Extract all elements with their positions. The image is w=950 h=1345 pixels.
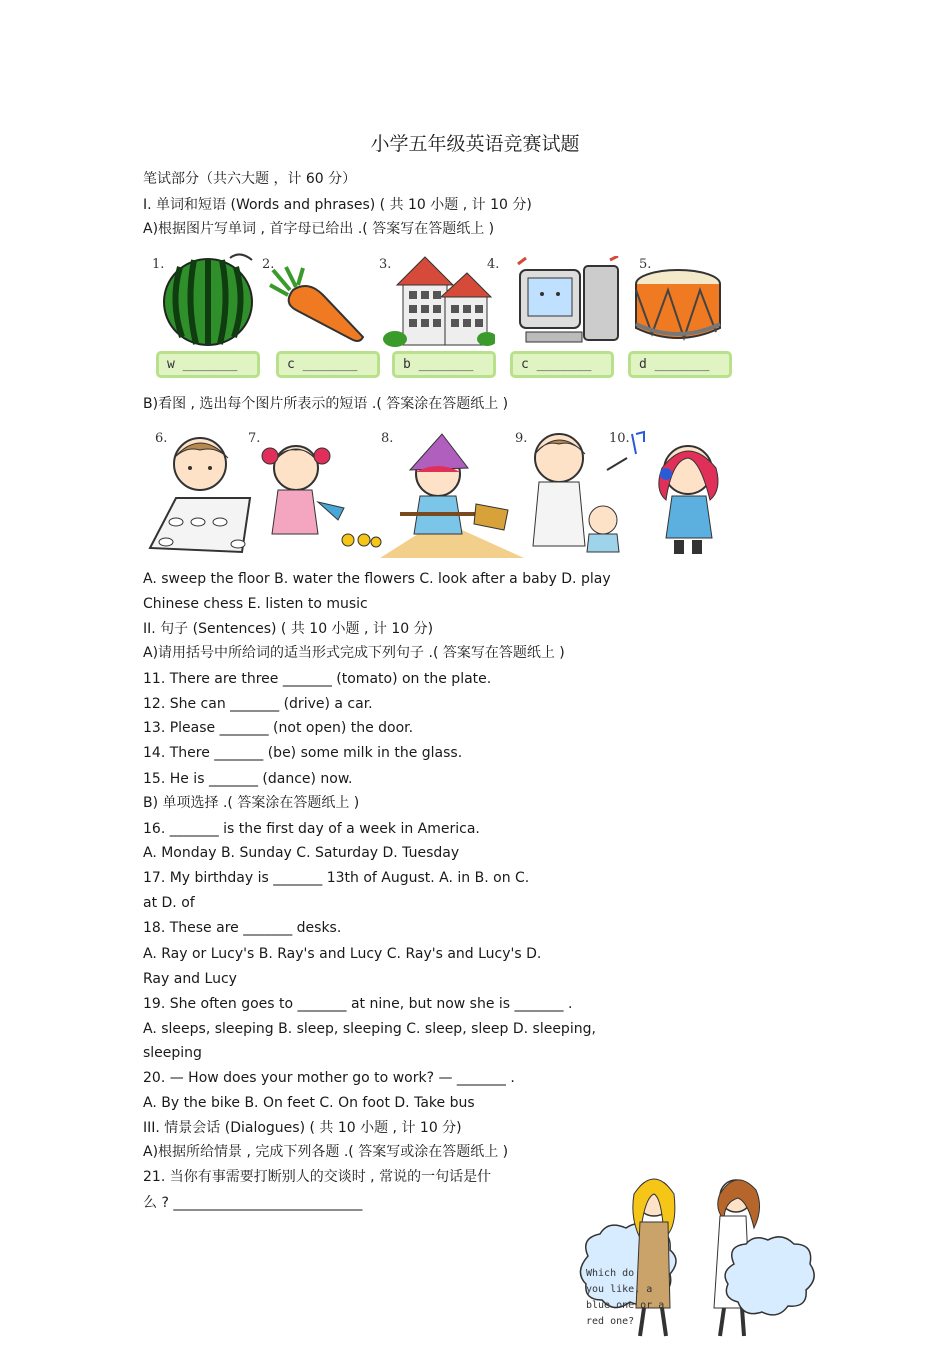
picture-number-2: 2. xyxy=(262,257,275,272)
word-answer-box-2: c _______ xyxy=(276,351,380,378)
part-b-instruction: B)看图 , 选出每个图片所表示的短语 .( 答案涂在答题纸上 ) xyxy=(143,396,509,412)
written-part-heading: 笔试部分（共六大题 ，计 60 分） xyxy=(143,171,357,187)
picture-number-8: 8. xyxy=(381,431,394,446)
picture-number-3: 3. xyxy=(379,257,392,272)
question-20-options: A. By the bike B. On feet C. On foot D. Take bus xyxy=(143,1095,475,1111)
question-19: 19. She often goes to _______ at nine, but now she is _______ . xyxy=(143,996,573,1012)
question-17-options: at D. of xyxy=(143,895,195,911)
question-19-options-line-1: A. sleeps, sleeping B. sleep, sleeping C. sleep, sleep D. sleeping, xyxy=(143,1021,596,1037)
drum-image xyxy=(632,266,726,346)
picture-number-9: 9. xyxy=(515,431,528,446)
word-answer-box-1: w _______ xyxy=(156,351,260,378)
picture-number-4: 4. xyxy=(487,257,500,272)
section-1-heading: I. 单词和短语 (Words and phrases) ( 共 10 小题 , 计 10 分) xyxy=(143,197,532,213)
speech-bubble-text: Which do you like, a blue one or a red one? xyxy=(586,1268,665,1327)
question-18-options-line-1: A. Ray or Lucy's B. Ray's and Lucy C. Ray's and Lucy's D. xyxy=(143,946,542,962)
girl-listening-to-music-image xyxy=(630,430,728,556)
question-14: 14. There _______ (be) some milk in the glass. xyxy=(143,745,463,761)
question-21: 21. 当你有事需要打断别人的交谈时 , 常说的一句话是什 xyxy=(143,1169,492,1185)
question-16: 16. _______ is the first day of a week in America. xyxy=(143,821,480,837)
question-16-options: A. Monday B. Sunday C. Saturday D. Tuesday xyxy=(143,845,460,861)
question-11: 11. There are three _______ (tomato) on the plate. xyxy=(143,671,492,687)
building-image xyxy=(383,253,495,349)
picture-number-7: 7. xyxy=(248,431,261,446)
part-a-instruction: A)根据图片写单词 , 首字母已给出 .( 答案写在答题纸上 ) xyxy=(143,221,495,237)
question-21-blank: 么 ? ___________________________ xyxy=(143,1195,363,1211)
question-18-options-line-2: Ray and Lucy xyxy=(143,971,237,987)
part-2b-instruction: B) 单项选择 .( 答案涂在答题纸上 ) xyxy=(143,795,360,811)
watermelon-image xyxy=(160,252,260,350)
carrot-image xyxy=(268,265,368,345)
question-18: 18. These are _______ desks. xyxy=(143,920,342,936)
computer-image xyxy=(514,256,624,348)
picture-number-5: 5. xyxy=(639,257,652,272)
word-answer-box-4: c _______ xyxy=(510,351,614,378)
part-3a-instruction: A)根据所给情景 , 完成下列各题 .( 答案写或涂在答题纸上 ) xyxy=(143,1144,509,1160)
girl-sweeping-floor-image xyxy=(380,430,524,558)
phrase-options-line-2: Chinese chess E. listen to music xyxy=(143,596,368,612)
picture-number-1: 1. xyxy=(152,257,165,272)
question-17: 17. My birthday is _______ 13th of August. A. in B. on C. xyxy=(143,870,530,886)
word-answer-box-3: b _______ xyxy=(392,351,496,378)
page-title: 小学五年级英语竞赛试题 xyxy=(370,133,580,155)
question-20: 20. — How does your mother go to work? — _______ . xyxy=(143,1070,515,1086)
part-2a-instruction: A)请用括号中所给词的适当形式完成下列句子 .( 答案写在答题纸上 ) xyxy=(143,645,565,661)
word-answer-box-5: d _______ xyxy=(628,351,732,378)
section-3-heading: III. 情景会话 (Dialogues) ( 共 10 小题 , 计 10 分) xyxy=(143,1120,462,1136)
boy-looking-after-baby-image xyxy=(515,428,631,554)
picture-number-6: 6. xyxy=(155,431,168,446)
question-12: 12. She can _______ (drive) a car. xyxy=(143,696,373,712)
phrase-options-line-1: A. sweep the floor B. water the flowers C. look after a baby D. play xyxy=(143,571,611,587)
picture-number-10: 10. xyxy=(609,431,630,446)
question-13: 13. Please _______ (not open) the door. xyxy=(143,720,414,736)
girl-watering-flowers-image xyxy=(252,434,382,554)
boy-playing-chess-image xyxy=(146,428,252,556)
question-15: 15. He is _______ (dance) now. xyxy=(143,771,353,787)
question-19-options-line-2: sleeping xyxy=(143,1045,202,1061)
section-2-heading: II. 句子 (Sentences) ( 共 10 小题 , 计 10 分) xyxy=(143,621,434,637)
